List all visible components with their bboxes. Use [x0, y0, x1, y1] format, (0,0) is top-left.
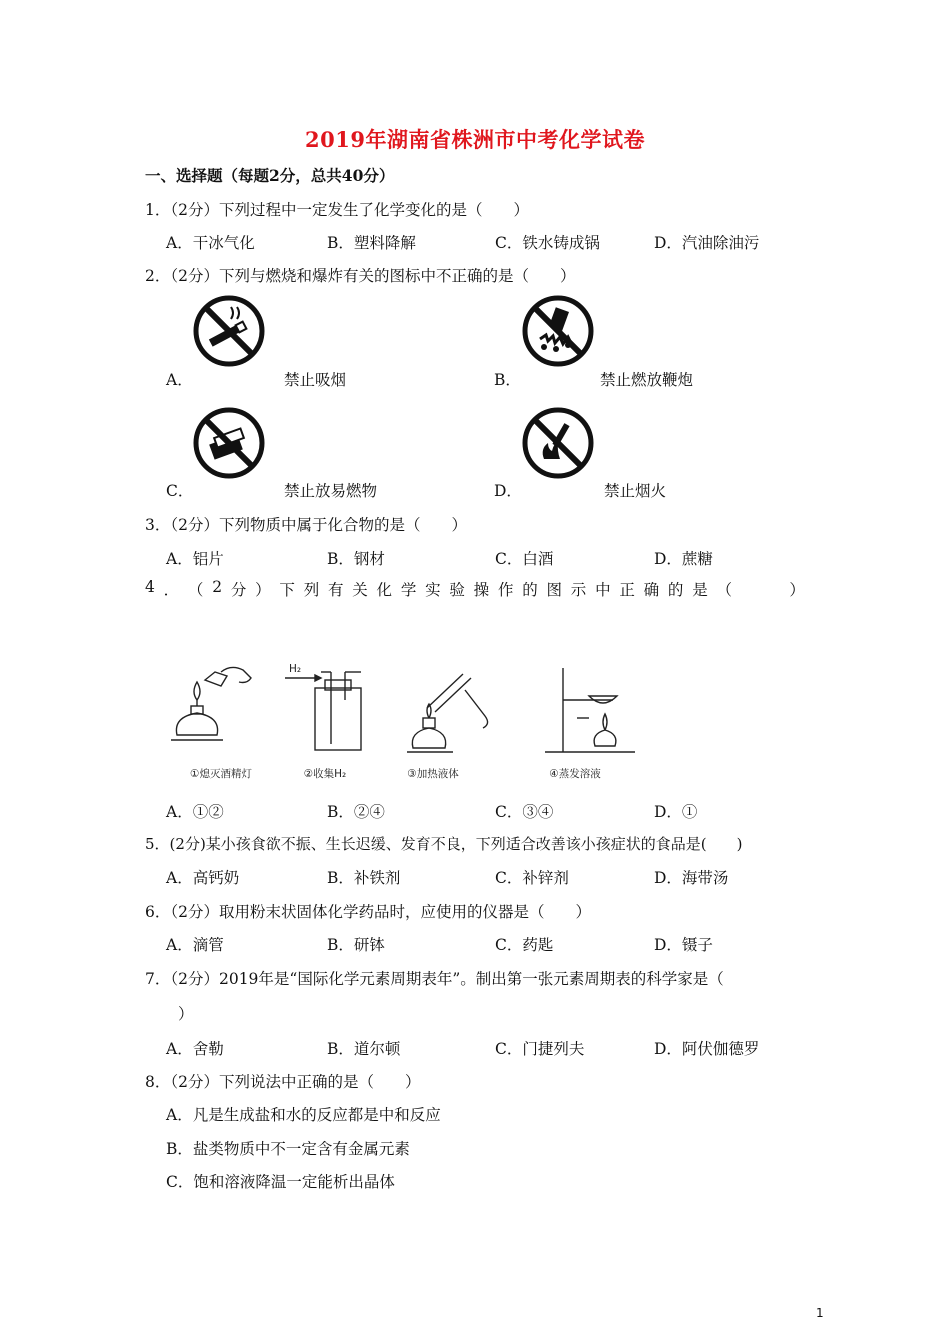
q4-stem-char: 关 [352, 581, 368, 599]
q4-stem-char: 学 [400, 581, 417, 599]
q4-stem-char: 作 [497, 581, 514, 599]
q4-stem-char: （ [716, 581, 732, 599]
q3-option-c: C．白酒 [495, 550, 554, 568]
question-7-stem: 7．（2分）2019年是“国际化学元素周期表年”。制出第一张元素周期表的科学家是（ [145, 970, 724, 988]
q4-stem-char: ） [255, 581, 271, 599]
q4-option-a: A．①② [166, 803, 224, 821]
figure-heating-liquid [407, 674, 488, 752]
q4-option-b: B．②④ [327, 803, 385, 821]
q5-option-d: D．海带汤 [654, 869, 729, 887]
q6-option-b: B．研钵 [327, 936, 385, 954]
q2-option-a-caption: 禁止吸烟 [284, 371, 347, 389]
q4-experiment-figures [165, 660, 645, 785]
q4-stem-char: 正 [619, 581, 635, 599]
q4-stem-char: 化 [376, 581, 393, 599]
q2-option-c-caption: 禁止放易燃物 [284, 482, 378, 500]
q4-stem-char [741, 578, 757, 600]
q7-option-c: C．门捷列夫 [495, 1040, 585, 1058]
question-4-stem [145, 578, 805, 600]
figure-1-label: ①熄灭酒精灯 [190, 768, 252, 780]
q4-stem-char: ． [163, 581, 180, 599]
q7-option-a: A．舍勒 [166, 1040, 224, 1058]
q6-option-a: A．滴管 [166, 936, 224, 954]
q3-option-b: B．钢材 [327, 550, 385, 568]
q4-stem-char [765, 578, 781, 600]
no-smoking-sign-icon [193, 295, 265, 367]
page-number: 1 [816, 1306, 824, 1320]
q2-option-a-letter: A． [166, 371, 193, 389]
q4-option-c: C．③④ [495, 803, 554, 821]
q2-option-b-letter: B． [494, 371, 521, 389]
q4-stem-char: 示 [570, 581, 587, 599]
q4-stem-char: 有 [327, 581, 344, 599]
q7-option-d: D．阿伏伽德罗 [654, 1040, 760, 1058]
q1-option-c: C．铁水铸成锅 [495, 234, 600, 252]
question-1-stem: 1．（2分）下列过程中一定发生了化学变化的是（ ） [145, 201, 529, 219]
page-title: 2019年湖南省株洲市中考化学试卷 [305, 127, 645, 152]
q2-option-b-caption: 禁止燃放鞭炮 [600, 371, 694, 389]
q5-option-b: B．补铁剂 [327, 869, 401, 887]
question-3-stem: 3．（2分）下列物质中属于化合物的是（ ） [145, 516, 467, 534]
figure-alcohol-lamp [171, 667, 251, 740]
figure-evaporation [545, 668, 635, 752]
q4-stem-char: 4 [145, 578, 155, 596]
q6-option-d: D．镊子 [654, 936, 713, 954]
q4-stem-char: 是 [692, 581, 708, 599]
q2-option-d-caption: 禁止烟火 [604, 482, 667, 500]
no-flammables-sign-icon [193, 407, 265, 479]
q7-option-b: B．道尔顿 [327, 1040, 401, 1058]
question-6-stem: 6．（2分）取用粉末状固体化学药品时，应使用的仪器是（ ） [145, 903, 591, 921]
section-heading: 一、选择题（每题2分，总共40分） [145, 166, 395, 185]
no-firecrackers-sign-icon [522, 295, 594, 367]
question-2-stem: 2．（2分）下列与燃烧和爆炸有关的图标中不正确的是（ ） [145, 267, 576, 285]
q5-option-a: A．高钙奶 [166, 869, 240, 887]
figure-2-label: ②收集H₂ [303, 768, 347, 780]
q4-stem-char: ） [789, 581, 805, 599]
figure-4-label: ④蒸发溶液 [549, 768, 601, 780]
q1-option-b: B．塑料降解 [327, 234, 416, 252]
q3-option-d: D．蔗糖 [654, 550, 713, 568]
gas-label: H₂ [289, 663, 302, 675]
question-5-stem: 5．(2分)某小孩食欲不振、生长迟缓、发育不良，下列适合改善该小孩症状的食品是( ) [145, 835, 743, 853]
question-8-stem: 8．（2分）下列说法中正确的是（ ） [145, 1073, 421, 1091]
q8-option-a: A．凡是生成盐和水的反应都是中和反应 [166, 1106, 441, 1124]
q8-option-b: B．盐类物质中不一定含有金属元素 [166, 1140, 410, 1158]
q2-option-d-letter: D． [494, 482, 522, 500]
q4-stem-char: 确 [643, 581, 660, 599]
q4-stem-char: 验 [449, 581, 465, 599]
figure-gas-bottle [285, 672, 361, 750]
q2-option-c-letter: C． [166, 482, 194, 500]
q4-stem-char: 实 [425, 581, 441, 599]
q4-stem-char: 下 [279, 581, 295, 599]
q4-stem-char: 列 [303, 581, 320, 599]
figure-3-label: ③加热液体 [407, 768, 459, 780]
q3-option-a: A．铝片 [166, 550, 224, 568]
q4-stem-char: 的 [667, 581, 684, 599]
q1-option-d: D．汽油除油污 [654, 234, 760, 252]
q4-stem-char: 图 [546, 581, 563, 599]
q4-stem-char: 中 [595, 581, 611, 599]
q1-option-a: A．干冰气化 [166, 234, 255, 252]
q4-stem-char: （ [187, 581, 204, 599]
q8-option-c: C．饱和溶液降温一定能析出晶体 [166, 1173, 395, 1191]
q4-stem-char: 分 [230, 581, 247, 599]
q4-stem-char: 2 [212, 578, 223, 596]
q4-stem-char: 操 [473, 581, 490, 599]
q4-stem-char: 的 [522, 581, 538, 599]
q4-option-d: D．① [654, 803, 698, 821]
no-fire-sign-icon [522, 407, 594, 479]
q6-option-c: C．药匙 [495, 936, 554, 954]
question-7-stem-continued: ） [178, 1005, 194, 1023]
q5-option-c: C．补锌剂 [495, 869, 569, 887]
